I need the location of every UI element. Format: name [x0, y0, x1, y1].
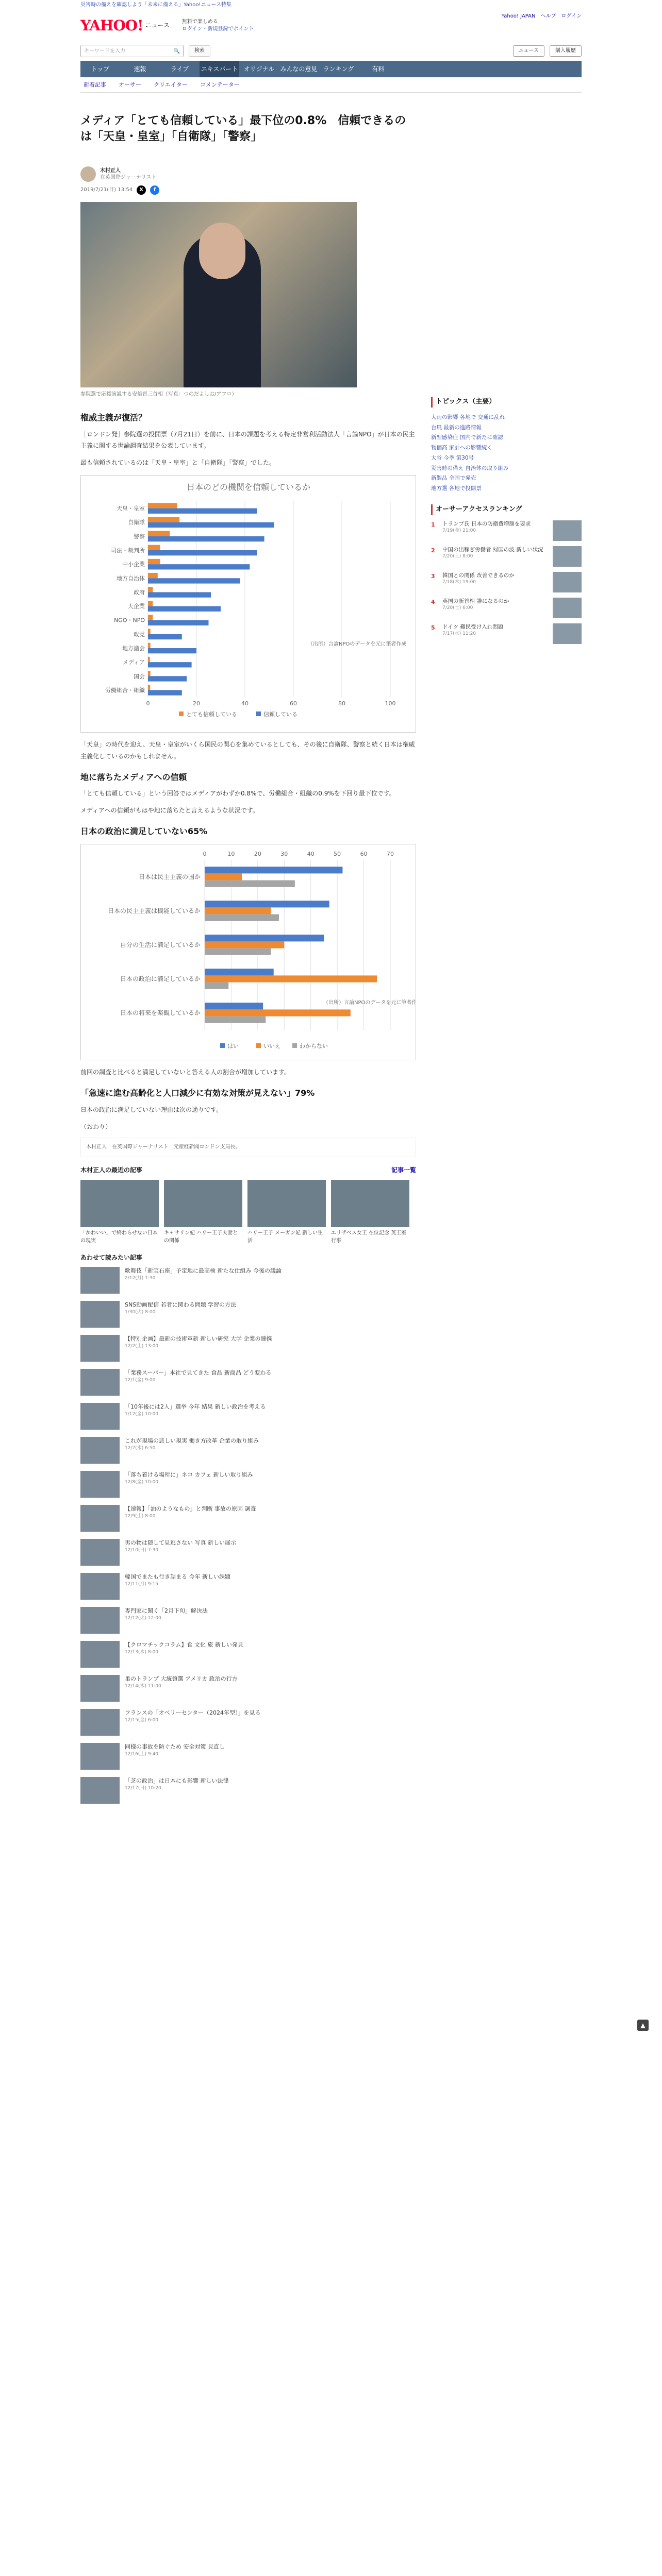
legend-label: 信頼している	[263, 710, 297, 718]
feed-title: 歌舞伎「新宝石座」予定地に最高検 新たな仕組み 今後の議論 2/12(月) 1:30	[125, 1267, 282, 1294]
feed-date: 12/1(金) 9:00	[125, 1378, 156, 1383]
paragraph-6: 前回の調査と比べると満足していないと答える人の割合が増加しています。	[80, 1069, 291, 1076]
ranking-item[interactable]	[431, 572, 582, 592]
rank-number: 3	[431, 572, 435, 580]
topic-item[interactable]: 物価高 家計への影響続く	[431, 445, 492, 451]
feed-item[interactable]	[80, 1505, 416, 1532]
legend-swatch	[292, 1043, 297, 1048]
bar	[148, 634, 182, 639]
feed-thumbnail	[80, 1607, 120, 1634]
header	[0, 10, 662, 41]
feed-date: 12/2(土) 13:00	[125, 1344, 159, 1349]
feed-date: 12/16(土) 9:40	[125, 1752, 159, 1757]
x-tick-label: 20	[193, 700, 200, 707]
byline	[80, 164, 416, 184]
rank-date: 7/19(金) 21:00	[442, 528, 476, 534]
related-card[interactable]	[80, 1180, 159, 1245]
bar	[148, 545, 160, 550]
header-links	[502, 12, 582, 21]
x-tick-label: 60	[360, 851, 368, 858]
bar	[148, 676, 187, 681]
legend-label: わからない	[300, 1043, 328, 1050]
section-heading-satisfaction: 日本の政治に満足していない65%	[80, 826, 208, 836]
paragraph-2: 最も信頼されているのは「天皇・皇室」と「自衛隊」「警察」でした。	[80, 459, 276, 467]
feed-thumbnail	[80, 1437, 120, 1464]
feed-item[interactable]	[80, 1539, 416, 1566]
bar	[148, 685, 150, 690]
bar	[205, 874, 242, 880]
recommend-title: あわせて読みたい記事	[80, 1253, 143, 1261]
legend-swatch	[256, 711, 261, 716]
ranking-item[interactable]	[431, 623, 582, 644]
satisfaction-chart	[80, 844, 416, 1060]
bar	[205, 1003, 263, 1010]
category-label: 自衛隊	[128, 519, 145, 526]
nav-original[interactable]: オリジナル	[243, 65, 275, 73]
section-heading-democracy: 権威主義が復活？	[80, 413, 147, 422]
bar	[148, 662, 192, 667]
rank-text: 韓国との関係 改善できるのか 7/18(木) 19:00	[442, 572, 550, 592]
nav-live[interactable]: ライブ	[170, 65, 189, 73]
x-tick-label: 20	[254, 851, 261, 858]
ranking-list	[431, 520, 582, 644]
header-promo[interactable]	[182, 19, 254, 33]
related-text: エリザベス女王 在位記念 英王室 行事	[331, 1230, 407, 1244]
paragraph-8: （おわり）	[80, 1123, 112, 1130]
feed-title: 「業務スーパー」本社で見てきた 食品 新商品 どう変わる 12/1(金) 9:00	[125, 1369, 271, 1396]
article-title: メディア「とても信頼している」最下位の0.8% 信頼できるのは「天皇・皇室」「自衛隊」「警察」	[80, 114, 406, 143]
feed-thumbnail	[80, 1301, 120, 1328]
category-label: 日本の民主主義は機能しているか	[107, 907, 201, 915]
category-label: 地方議会	[122, 645, 145, 652]
x-tick-label: 10	[227, 851, 235, 858]
feed-title: 「10年後には2人」選挙 今年 結果 新しい政治を考える 1/12(金) 10:00	[125, 1403, 266, 1430]
bar	[148, 564, 250, 569]
category-label: NGO・NPO	[114, 617, 145, 624]
rank-number: 1	[431, 521, 435, 528]
recommend-header	[80, 1253, 416, 1263]
topic-item[interactable]: 大雨の影響 各地で 交通に乱れ	[431, 414, 505, 420]
feed-thumbnail	[80, 1267, 120, 1294]
nav-opinion[interactable]: みんなの意見	[280, 65, 318, 73]
feed-title: 専門家に聞く「2月下旬」解決法 12/12(火) 12:00	[125, 1607, 208, 1634]
section-heading-media: 地に落ちたメディアへの信頼	[80, 772, 187, 782]
section-heading-cause: 「急速に進む高齢化と人口減少に有効な対策が見えない」79%	[80, 1088, 315, 1098]
chart-note: （出所）言論NPOのデータを元に筆者作成	[323, 1000, 416, 1006]
feed-item[interactable]	[80, 1369, 416, 1396]
feed-date: 12/13(水) 8:00	[125, 1650, 159, 1655]
feed-thumbnail	[80, 1403, 120, 1430]
feed-thumbnail	[80, 1709, 120, 1736]
topic-item[interactable]: 災害時の備え 自治体の取り組み	[431, 465, 509, 471]
nav-ranking[interactable]: ランキング	[323, 65, 354, 73]
trust-chart	[80, 475, 416, 733]
bar	[205, 880, 295, 887]
category-label: 大企業	[128, 603, 145, 610]
search-input[interactable]	[80, 45, 184, 57]
rank-thumbnail	[553, 546, 582, 567]
feed-thumbnail	[80, 1675, 120, 1702]
bar	[205, 935, 324, 942]
rank-thumbnail	[553, 598, 582, 618]
category-label: 中小企業	[122, 561, 145, 568]
feed-date: 1/12(金) 10:00	[125, 1412, 159, 1417]
related-card[interactable]	[247, 1180, 326, 1245]
bar	[148, 503, 177, 508]
bar	[148, 517, 179, 522]
search-right	[513, 45, 582, 57]
related-header	[80, 1165, 416, 1175]
scroll-to-top-button[interactable]: ▲	[637, 2020, 649, 2031]
bar	[148, 643, 151, 648]
rank-date: 7/20(土) 8:00	[442, 554, 473, 560]
topics-list	[431, 413, 582, 494]
main-nav	[80, 61, 582, 77]
category-label: 政党	[134, 631, 145, 638]
bar	[148, 671, 151, 676]
bar	[205, 1010, 351, 1016]
x-tick-label: 30	[280, 851, 288, 858]
feed-item[interactable]	[80, 1743, 416, 1770]
bar	[148, 615, 153, 620]
feed-thumbnail	[80, 1505, 120, 1532]
legend-label: いいえ	[263, 1043, 280, 1050]
category-label: 政府	[134, 589, 145, 596]
chart-title: 日本のどの機関を信頼しているか	[186, 482, 311, 492]
photo-caption: 参院選で応援演説する安倍晋三首相（写真：つのだよしお/アフロ）	[80, 392, 237, 397]
author-box: 木村正人 在英国際ジャーナリスト 元産経新聞ロンドン支局長。	[80, 1138, 416, 1157]
feed-item[interactable]	[80, 1301, 416, 1328]
article-date: 2019/7/21(日) 13:54	[80, 187, 133, 193]
bar	[205, 976, 377, 982]
feed-thumbnail	[80, 1539, 120, 1566]
feed-item[interactable]	[80, 1267, 416, 1294]
category-label: 日本の将来を楽観しているか	[120, 1009, 201, 1017]
legend-swatch	[220, 1043, 225, 1048]
x-tick-label: 40	[241, 700, 249, 707]
category-label: 警察	[134, 533, 145, 540]
x-share-icon[interactable]: X	[137, 185, 146, 195]
recommend-feed	[80, 1267, 416, 1804]
trust-chart-svg	[81, 476, 416, 732]
bar	[148, 601, 153, 606]
feed-title: 「落ち着ける場所に」ネコ カフェ 新しい取り組み 12/8(金) 10:00	[125, 1471, 253, 1498]
legend-label: とても信頼している	[186, 710, 237, 718]
related-title: 木村正人の最近の記事	[80, 1166, 143, 1174]
bar	[148, 657, 150, 662]
search-icon: 🔍	[173, 48, 180, 54]
related-card[interactable]	[331, 1180, 409, 1245]
rank-thumbnail	[553, 520, 582, 541]
feed-title: フランスの「オペリーセンター（2024年型）」を見る 12/15(金) 6:00	[125, 1709, 261, 1736]
rank-text: トランプ氏 日本の防衛費増額を要求 7/19(金) 21:00	[442, 520, 550, 541]
nav-breaking[interactable]: 速報	[134, 65, 146, 73]
category-label: 日本は民主主義の国か	[138, 873, 201, 881]
rank-thumbnail	[553, 572, 582, 592]
bar	[148, 587, 153, 592]
paragraph-5: メディアへの信頼がもはや地に落ちたと言えるような状況です。	[80, 806, 259, 814]
author-avatar[interactable]	[80, 166, 96, 182]
paragraph-1: ［ロンドン発］参院選の投開票（7月21日）を前に、日本の課題を考える特定非営利活動法人「言論NPO」が日本の民主主義に関する世論調査結果を公表しています。	[80, 430, 415, 450]
rank-date: 7/18(木) 19:00	[442, 580, 476, 585]
topic-item[interactable]: 大谷 今季 第30号	[431, 454, 474, 461]
category-label: 国会	[134, 673, 145, 680]
feed-title: これが現場の悲しい現実 働き方改革 企業の取り組み 12/7(木) 6:50	[125, 1437, 259, 1464]
feed-date: 12/17(日) 10:20	[125, 1786, 161, 1791]
category-label: 司法・裁判所	[111, 547, 145, 554]
author-title: 在英国際ジャーナリスト	[100, 175, 157, 180]
x-tick-label: 60	[290, 700, 297, 707]
feed-date: 12/14(木) 11:00	[125, 1684, 161, 1689]
feed-thumbnail	[80, 1369, 120, 1396]
bar	[148, 536, 264, 541]
photo-face	[199, 223, 245, 279]
bar	[148, 578, 240, 583]
history-button[interactable]: 購入履歴	[550, 45, 582, 57]
x-tick-label: 50	[334, 851, 341, 858]
bar	[148, 606, 221, 612]
nav-top[interactable]: トップ	[91, 65, 110, 73]
feed-date: 1/30(火) 8:00	[125, 1310, 156, 1315]
feed-title: 【クロマチックコラム】食 文化 旅 新しい発見 12/13(水) 8:00	[125, 1641, 243, 1668]
related-thumb	[80, 1180, 159, 1227]
rank-text: 英国の新首相 誰になるのか 7/20(土) 6:00	[442, 598, 550, 618]
feed-date: 12/7(木) 6:50	[125, 1446, 156, 1451]
related-text: ハリー王子 メーガン妃 新しい生活	[247, 1230, 323, 1244]
rank-thumbnail	[553, 623, 582, 644]
sidebar	[431, 392, 582, 649]
feed-title: 巣のトランプ 大統領選 アメリカ 政治の行方 12/14(木) 11:00	[125, 1675, 238, 1702]
header-link-help[interactable]: ヘルプ	[540, 13, 556, 19]
feed-title: 【特別企画】最新の技術革新 新しい研究 大学 企業の連携 12/2(土) 13:00	[125, 1335, 272, 1362]
legend-swatch	[256, 1043, 261, 1048]
feed-thumbnail	[80, 1471, 120, 1498]
topics-header: トピックス（主要）	[431, 397, 582, 408]
category-label: 天皇・皇室	[117, 505, 145, 512]
rank-date: 7/20(土) 6:00	[442, 605, 473, 611]
paragraph-4: 「とても信頼している」という回答ではメディアがわずか0.8%で、労働組合・組織の0.9%を下回り最下位です。	[80, 790, 395, 798]
bar	[205, 969, 274, 976]
subnav-author[interactable]: オーサー	[119, 81, 141, 88]
bar	[148, 559, 160, 564]
bar	[205, 914, 279, 921]
bar	[205, 948, 271, 955]
satisfaction-chart-svg	[81, 844, 416, 1060]
promo-line-2	[182, 26, 254, 33]
subnav-creator[interactable]: クリエイター	[154, 81, 188, 88]
feed-date: 12/10(日) 7:30	[125, 1548, 159, 1553]
feed-thumbnail	[80, 1573, 120, 1600]
feed-title: SNS動画配信 若者に関わる問題 学習の方法 1/30(火) 8:00	[125, 1301, 236, 1328]
related-thumb	[331, 1180, 409, 1227]
feed-thumbnail	[80, 1335, 120, 1362]
feed-item[interactable]	[80, 1335, 416, 1362]
ranking-item[interactable]	[431, 546, 582, 567]
dateline	[80, 184, 416, 196]
feed-item[interactable]	[80, 1607, 416, 1634]
feed-title: 同様の事故を防ぐため 安全対策 見直し 12/16(土) 9:40	[125, 1743, 225, 1770]
feed-item[interactable]	[80, 1675, 416, 1702]
related-grid	[80, 1180, 416, 1245]
bar	[148, 690, 182, 695]
category-label: 自分の生活に満足しているか	[120, 941, 201, 949]
rank-number: 2	[431, 547, 435, 554]
topic-item[interactable]: 新製品 全国で発売	[431, 475, 476, 482]
bar	[148, 629, 151, 634]
ranking-item[interactable]	[431, 520, 582, 541]
x-tick-label: 40	[307, 851, 315, 858]
search-bar	[0, 41, 662, 61]
header-link-yahoo[interactable]: Yahoo! JAPAN	[501, 13, 536, 19]
bar	[148, 522, 274, 528]
top-notice[interactable]: 災害時の備えを確認しよう「未来に備える」Yahoo!ニュース特集	[80, 2, 231, 8]
sub-nav	[80, 77, 582, 93]
x-tick-label: 0	[146, 700, 150, 707]
search-placeholder: キーワードを入力	[84, 48, 125, 54]
paragraph-7: 日本の政治に満足していない理由は次の通りです。	[80, 1106, 223, 1113]
rank-text: ドイツ 難民受け入れ問題 7/17(水) 11:20	[442, 623, 550, 644]
topic-item[interactable]: 新型感染症 国内で新たに確認	[431, 434, 503, 441]
feed-title: 韓国でまたも行き詰まる 今年 新しい課題 12/11(月) 9:15	[125, 1573, 230, 1600]
promo-line-1: 無料で楽しめる	[181, 19, 218, 25]
bar	[148, 620, 209, 625]
x-tick-label: 80	[338, 700, 345, 707]
promo-line-2-text: ログイン・新規登録でポイント	[181, 26, 254, 32]
category-label: メディア	[122, 659, 145, 666]
header-link-login[interactable]: ログイン	[561, 13, 582, 19]
bar	[148, 592, 211, 597]
feed-item[interactable]	[80, 1777, 416, 1804]
article	[80, 103, 416, 1811]
category-label: 地方自治体	[117, 575, 145, 582]
feed-item[interactable]	[80, 1573, 416, 1600]
yahoo-logo[interactable]: YAHOO!	[80, 16, 143, 34]
bar	[205, 908, 271, 914]
feed-item[interactable]	[80, 1403, 416, 1430]
ranking-header: オーサーアクセスランキング	[431, 504, 582, 515]
bar	[205, 1016, 266, 1023]
subnav-new[interactable]: 新着記事	[84, 81, 106, 88]
bar	[148, 550, 257, 555]
feed-thumbnail	[80, 1743, 120, 1770]
feed-item[interactable]	[80, 1471, 416, 1498]
rank-number: 5	[431, 624, 435, 631]
feed-date: 12/15(金) 6:00	[125, 1718, 159, 1723]
category-label: 労働組合・組織	[105, 687, 145, 694]
bar	[205, 942, 284, 948]
feed-item[interactable]	[80, 1437, 416, 1464]
legend-label: はい	[227, 1043, 239, 1050]
related-more-link[interactable]: 記事一覧	[391, 1166, 416, 1174]
feed-item[interactable]	[80, 1709, 416, 1736]
rank-date: 7/17(水) 11:20	[442, 631, 476, 637]
feed-date: 2/12(月) 1:30	[125, 1276, 156, 1281]
author-name[interactable]: 木村正人	[100, 168, 121, 174]
related-text: キャサリン妃 ハリー王子夫妻との関係	[164, 1230, 238, 1244]
topic-item[interactable]: 地方選 各地で投開票	[431, 485, 482, 492]
author-info	[100, 167, 157, 181]
feed-title: 「芝の政治」は日本にも影響 新しい法律 12/17(日) 10:20	[125, 1777, 229, 1804]
chart-note: （出所）言論NPOのデータを元に筆者作成	[308, 641, 407, 647]
subnav-commentator[interactable]: コメンテーター	[200, 81, 240, 88]
bar	[148, 648, 196, 653]
rank-text: 中国の出稼ぎ労働者 帰国の波 新しい状況 7/20(土) 8:00	[442, 546, 550, 567]
article-photo	[80, 202, 357, 387]
feed-title: 【速報】「油のようなもの」と判断 事故の原因 調査 12/9(土) 8:00	[125, 1505, 256, 1532]
paragraph-3: 「天皇」の時代を迎え、天皇・皇室がいくら国民の関心を集めているとしても、その後に自衛隊、警察と続く日本は権威主義化しているのかもしれません。	[80, 740, 415, 760]
related-thumb	[164, 1180, 242, 1227]
related-text: 「かわいい」で終わらせない日本の現実	[80, 1230, 158, 1244]
bar	[205, 901, 329, 908]
news-button[interactable]: ニュース	[513, 45, 545, 57]
feed-date: 12/8(金) 10:00	[125, 1480, 159, 1485]
feed-date: 12/12(火) 12:00	[125, 1616, 161, 1621]
bar	[148, 531, 170, 536]
related-card[interactable]	[164, 1180, 242, 1245]
bar	[148, 573, 158, 578]
x-tick-label: 70	[387, 851, 394, 858]
feed-date: 12/11(月) 9:15	[125, 1582, 159, 1587]
feed-item[interactable]	[80, 1641, 416, 1668]
feed-date: 12/9(土) 8:00	[125, 1514, 156, 1519]
bar	[205, 982, 228, 989]
bar	[148, 509, 257, 514]
rank-number: 4	[431, 598, 435, 605]
feed-thumbnail	[80, 1641, 120, 1668]
logo-sub[interactable]: ニュース	[145, 22, 170, 29]
x-tick-label: 100	[385, 700, 396, 707]
bar	[205, 867, 342, 874]
search-button[interactable]: 検索	[189, 45, 210, 57]
feed-title: 男の物は隠して見逃さない 写真 新しい展示 12/10(日) 7:30	[125, 1539, 236, 1566]
legend-swatch	[179, 711, 184, 716]
category-label: 日本の政治に満足しているか	[120, 975, 201, 983]
ranking-item[interactable]	[431, 598, 582, 618]
facebook-share-icon[interactable]: f	[150, 185, 159, 195]
related-thumb	[247, 1180, 326, 1227]
topic-item[interactable]: 台風 最新の進路情報	[431, 424, 482, 431]
nav-paid[interactable]: 有料	[372, 65, 385, 73]
x-tick-label: 0	[203, 851, 207, 858]
feed-thumbnail	[80, 1777, 120, 1804]
nav-expert[interactable]: エキスパート	[200, 61, 239, 77]
